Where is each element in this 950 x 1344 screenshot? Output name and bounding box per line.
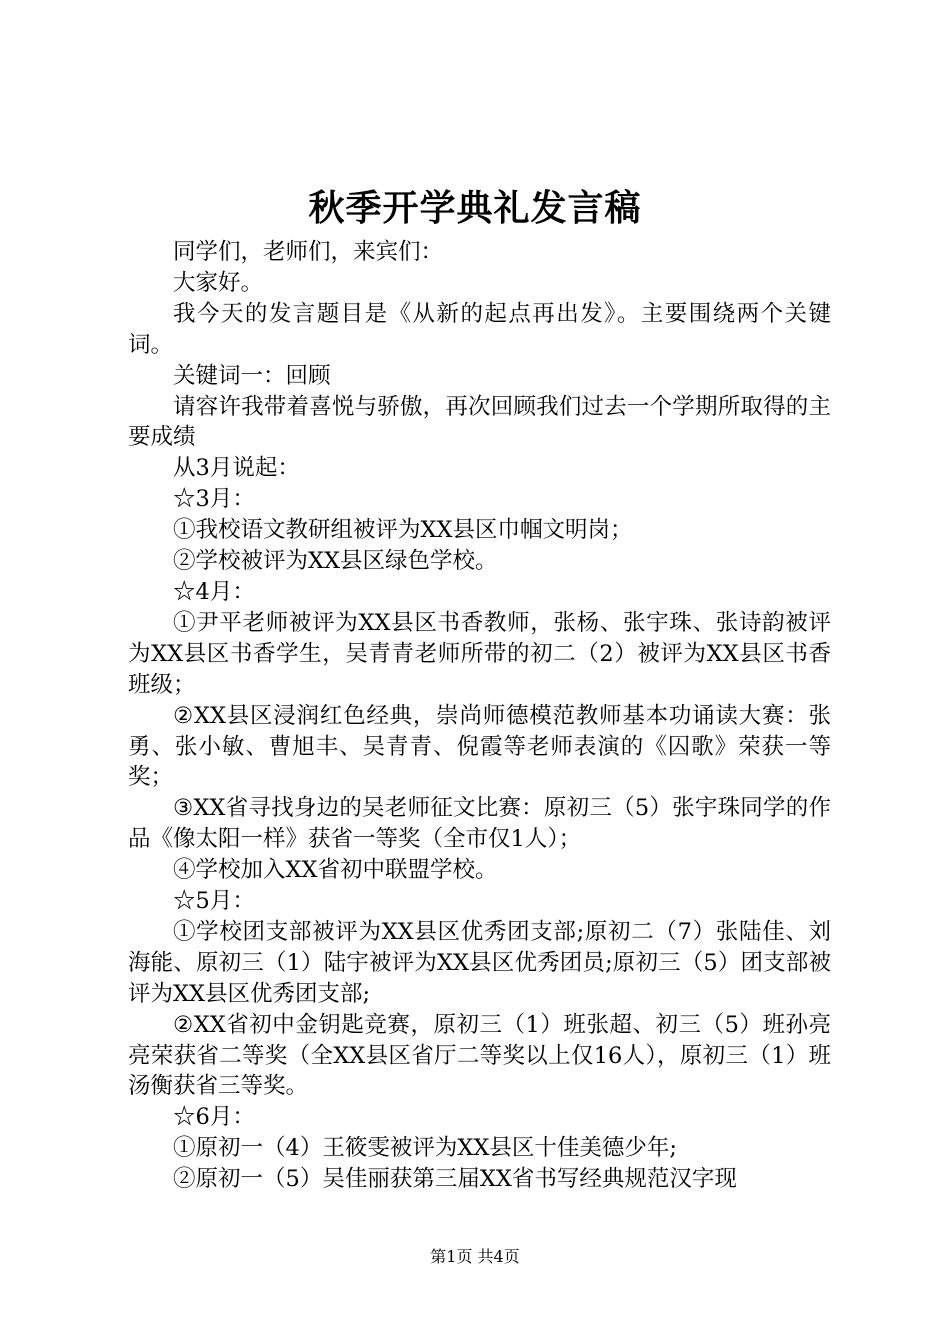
paragraph: ①我校语文教研组被评为XX县区巾帼文明岗；: [173, 517, 633, 544]
paragraph: 关键词一：回顾: [173, 362, 331, 389]
paragraph: 从3月说起：: [173, 455, 300, 482]
paragraph: ④学校加入XX省初中联盟学校。: [173, 857, 498, 884]
paragraph: ☆6月：: [173, 1104, 255, 1131]
paragraph: ②原初一（5）吴佳丽获第三届XX省书写经典规范汉字现: [173, 1166, 737, 1193]
paragraph: ①学校团支部被评为XX县区优秀团支部;原初二（7）张陆佳、刘海能、原初三（1）陆宇被评为XX县区优秀团员;原初三（5）团支部被评为XX县区优秀团支部;: [128, 918, 831, 1007]
paragraph: ③XX省寻找身边的吴老师征文比赛：原初三（5）张宇珠同学的作品《像太阳一样》获省一等奖（全市仅1人）；: [128, 795, 831, 853]
paragraph: ☆4月：: [173, 578, 255, 605]
paragraph: 请容许我带着喜悦与骄傲，再次回顾我们过去一个学期所取得的主要成绩: [128, 393, 831, 451]
paragraph: ②学校被评为XX县区绿色学校。: [173, 548, 498, 575]
paragraph: 大家好。: [173, 269, 264, 296]
paragraph: 同学们，老师们，来宾们：: [173, 239, 444, 265]
page-footer: 第1页 共4页: [430, 1247, 520, 1266]
document-body: [128, 237, 831, 1195]
paragraph: ①原初一（4）王筱雯被评为XX县区十佳美德少年;: [173, 1135, 677, 1162]
document-title: 秋季开学典礼发言稿: [308, 187, 642, 229]
paragraph: ②XX县区浸润红色经典，崇尚师德模范教师基本功诵读大赛：张勇、张小敏、曹旭丰、吴青青、倪霞等老师表演的《囚歌》荣获一等奖；: [128, 702, 831, 791]
paragraph: ☆3月：: [173, 486, 255, 513]
paragraph: ☆5月：: [173, 888, 255, 915]
paragraph: ②XX省初中金钥匙竞赛，原初三（1）班张超、初三（5）班孙亮亮荣获省二等奖（全XX县区省厅二等奖以上仅16人），原初三（1）班汤衡获省三等奖。: [128, 1011, 831, 1100]
paragraph: 我今天的发言题目是《从新的起点再出发》。主要围绕两个关键词。: [128, 300, 831, 358]
paragraph: ①尹平老师被评为XX县区书香教师，张杨、张宇珠、张诗韵被评为XX县区书香学生，吴青青老师所带的初二（2）被评为XX县区书香班级；: [128, 609, 831, 698]
